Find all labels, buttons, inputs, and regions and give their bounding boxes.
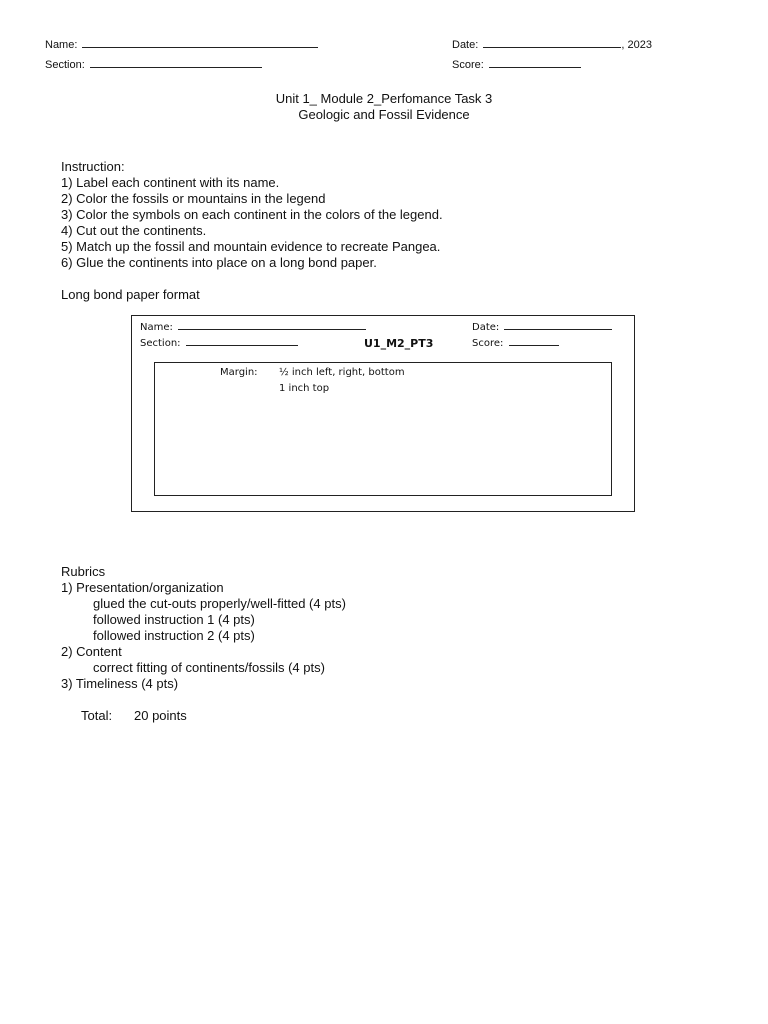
format-code: U1_M2_PT3	[364, 337, 434, 350]
score-field	[452, 59, 581, 71]
margin-line2: 1 inch top	[279, 383, 330, 394]
format-name-field	[140, 322, 366, 333]
instruction-item: 1) Label each continent with its name.	[61, 175, 280, 190]
instruction-item: 6) Glue the continents into place on a long bond paper.	[61, 255, 377, 270]
date-field	[452, 39, 652, 51]
instruction-heading: Instruction:	[61, 159, 125, 174]
instruction-item: 2) Color the fossils or mountains in the legend	[61, 191, 326, 206]
name-field	[45, 39, 318, 51]
format-section-field	[140, 338, 298, 349]
name-label: Name:	[45, 39, 78, 51]
total-label: Total:	[81, 708, 113, 723]
section-field	[45, 59, 262, 71]
format-date-label: Date:	[472, 322, 500, 333]
format-date-field	[472, 322, 612, 333]
instruction-item: 4) Cut out the continents.	[61, 223, 207, 238]
document-title: Unit 1_ Module 2_Perfomance Task 3	[275, 91, 493, 106]
date-blank[interactable]	[483, 47, 621, 48]
format-margin-box	[154, 362, 612, 496]
format-score-field	[472, 338, 559, 349]
format-name-label: Name:	[140, 322, 173, 333]
instruction-item: 3) Color the symbols on each continent in the colors of the legend.	[61, 207, 443, 222]
format-section-blank	[186, 345, 298, 346]
rubric-item: 2) Content	[61, 644, 122, 659]
section-label: Section:	[45, 59, 85, 71]
format-date-blank	[504, 329, 612, 330]
date-label: Date:	[452, 39, 479, 51]
rubric-subitem: followed instruction 2 (4 pts)	[93, 628, 255, 643]
margin-line1: ½ inch left, right, bottom	[279, 367, 405, 378]
date-year: , 2023	[621, 39, 652, 51]
instruction-list	[61, 175, 443, 271]
rubrics-list	[61, 580, 346, 692]
name-blank[interactable]	[82, 47, 318, 48]
instruction-item: 5) Match up the fossil and mountain evidence to recreate Pangea.	[61, 239, 441, 254]
rubric-item: 3) Timeliness (4 pts)	[61, 676, 179, 691]
format-heading: Long bond paper format	[61, 287, 200, 302]
score-blank[interactable]	[489, 67, 581, 68]
rubric-item: 1) Presentation/organization	[61, 580, 224, 595]
rubric-subitem: followed instruction 1 (4 pts)	[93, 612, 255, 627]
rubrics-heading: Rubrics	[61, 564, 106, 579]
margin-label: Margin:	[220, 367, 258, 378]
format-score-blank	[509, 345, 559, 346]
format-preview	[131, 315, 635, 512]
total-value: 20 points	[134, 708, 187, 723]
rubric-subitem: glued the cut-outs properly/well-fitted (4 pts)	[93, 596, 346, 611]
score-label: Score:	[452, 59, 484, 71]
format-name-blank	[178, 329, 366, 330]
format-section-label: Section:	[140, 338, 181, 349]
rubric-subitem: correct fitting of continents/fossils (4 pts)	[93, 660, 325, 675]
document-subtitle: Geologic and Fossil Evidence	[298, 107, 470, 122]
format-score-label: Score:	[472, 338, 504, 349]
section-blank[interactable]	[90, 67, 262, 68]
